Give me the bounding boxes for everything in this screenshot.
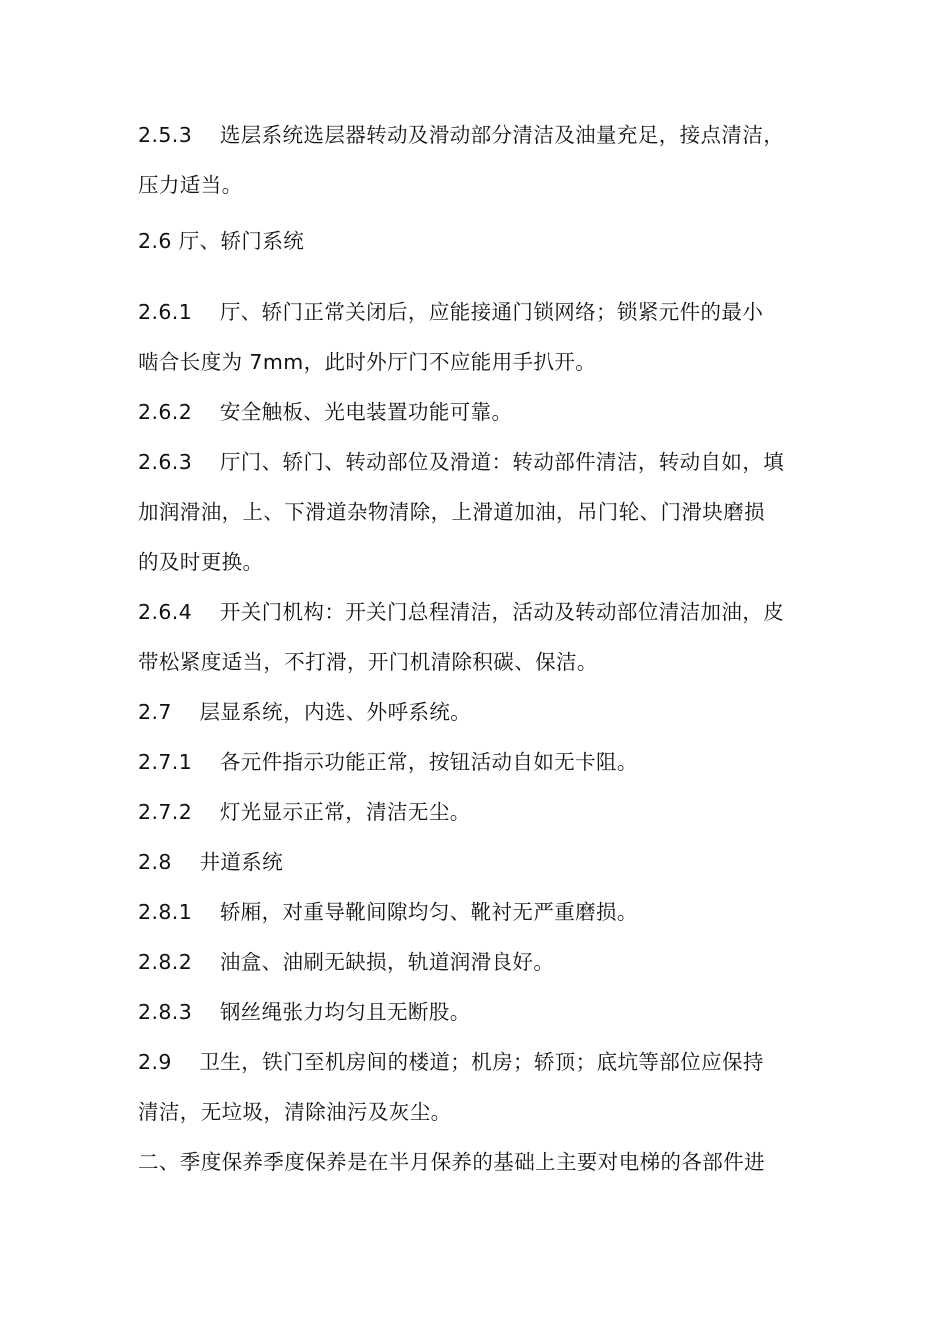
text-line: 2.6.3 厅门、轿门、转动部位及滑道：转动部件清洁，转动自如，填: [138, 450, 785, 474]
text-line: 清洁，无垃圾，清除油污及灰尘。: [138, 1100, 452, 1124]
text-line: 2.8.1 轿厢，对重导靴间隙均匀、靴衬无严重磨损。: [138, 900, 638, 924]
text-line: 2.8.3 钢丝绳张力均匀且无断股。: [138, 1000, 471, 1024]
text-line: 啮合长度为 7mm，此时外厅门不应能用手扒开。: [138, 350, 597, 374]
text-line: 带松紧度适当，不打滑，开门机清除积碳、保洁。: [138, 650, 598, 674]
section-heading: 2.8 井道系统: [138, 850, 284, 874]
text-line: 压力适当。: [138, 173, 243, 197]
section-heading: 2.7 层显系统，内选、外呼系统。: [138, 700, 472, 724]
section-heading: 2.9 卫生，铁门至机房间的楼道；机房；轿顶；底坑等部位应保持: [138, 1050, 764, 1074]
text-line: 2.6.1 厅、轿门正常关闭后，应能接通门锁网络；锁紧元件的最小: [138, 300, 764, 324]
text-line: 2.8.2 油盒、油刷无缺损，轨道润滑良好。: [138, 950, 555, 974]
text-line: 2.7.1 各元件指示功能正常，按钮活动自如无卡阻。: [138, 750, 638, 774]
text-line: 2.6.4 开关门机构：开关门总程清洁，活动及转动部位清洁加油，皮: [138, 600, 785, 624]
text-line: 加润滑油，上、下滑道杂物清除，上滑道加油，吊门轮、门滑块磨损: [138, 500, 765, 524]
text-line: 2.7.2 灯光显示正常，清洁无尘。: [138, 800, 471, 824]
text-line: 的及时更换。: [138, 550, 264, 574]
text-line: 2.6.2 安全触板、光电装置功能可靠。: [138, 400, 513, 424]
text-line: 2.5.3 选层系统选层器转动及滑动部分清洁及油量充足，接点清洁，: [138, 123, 785, 147]
chapter-heading: 二、季度保养季度保养是在半月保养的基础上主要对电梯的各部件进: [138, 1150, 765, 1174]
section-heading: 2.6 厅、轿门系统: [138, 229, 305, 253]
